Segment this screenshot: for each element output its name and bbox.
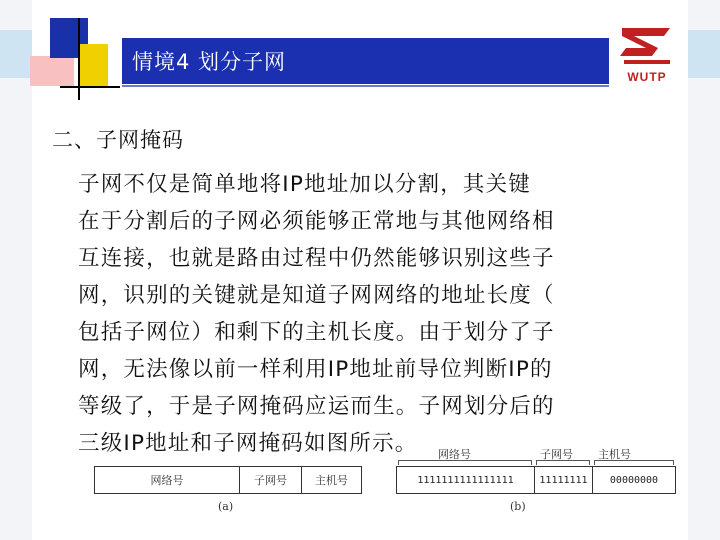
decor-yellow-square <box>78 44 108 86</box>
left-margin-band <box>0 0 32 540</box>
section-heading: 二、子网掩码 <box>52 128 184 152</box>
slide-title-bar <box>122 38 609 84</box>
network-number-cell: 网络号 <box>95 467 240 493</box>
figure-b-caption: (b) <box>510 500 526 513</box>
mask-subnet-bits: 11111111 <box>535 467 593 493</box>
paragraph <box>78 166 678 462</box>
decor-pink-square <box>30 56 74 86</box>
paragraph-line: 包括子网位）和剩下的主机长度。由于划分了子 <box>78 320 555 345</box>
title-underline <box>122 85 609 87</box>
figure-b-header-network: 网络号 <box>438 448 471 461</box>
mask-host-bits: 00000000 <box>609 474 659 486</box>
figure-a-address-structure <box>94 466 362 494</box>
subnet-bracket <box>536 460 590 465</box>
figure-b-subnet-mask <box>396 466 676 494</box>
figure-b-header-subnet: 子网号 <box>540 448 573 461</box>
decor-horizontal-line <box>60 86 120 88</box>
logo-text: WUTP <box>627 70 667 84</box>
figure-b-header-host: 主机号 <box>598 448 631 461</box>
paragraph-line: 在于分割后的子网必须能够正常地与其他网络相 <box>78 209 555 234</box>
right-margin-band <box>688 0 720 540</box>
slide-title: 情境4 划分子网 <box>132 50 287 74</box>
mask-network-bits: 1111111111111111 <box>397 467 535 493</box>
paragraph-line: 网，无法像以前一样利用IP地址前导位判断IP的 <box>78 357 553 382</box>
paragraph-line: 子网不仅是简单地将IP地址加以分割，其关键 <box>78 172 532 197</box>
host-bracket <box>594 460 674 465</box>
paragraph-line: 网，识别的关键就是知道子网网络的地址长度（ <box>78 283 555 308</box>
figure-a-caption: (a) <box>218 500 234 513</box>
paragraph-line: 三级IP地址和子网掩码如图所示。 <box>78 431 418 456</box>
paragraph-line: 互连接，也就是路由过程中仍然能够识别这些子 <box>78 246 555 271</box>
subnet-number-cell: 子网号 <box>240 467 302 493</box>
left-header-stripe <box>0 30 32 78</box>
right-header-stripe <box>688 30 720 78</box>
paragraph-line: 等级了，于是子网掩码应运而生。子网划分后的 <box>78 394 555 419</box>
logo-mark-icon <box>612 20 682 70</box>
school-logo <box>612 20 682 86</box>
host-number-cell: 主机号 <box>315 474 348 487</box>
network-bracket <box>398 460 532 465</box>
